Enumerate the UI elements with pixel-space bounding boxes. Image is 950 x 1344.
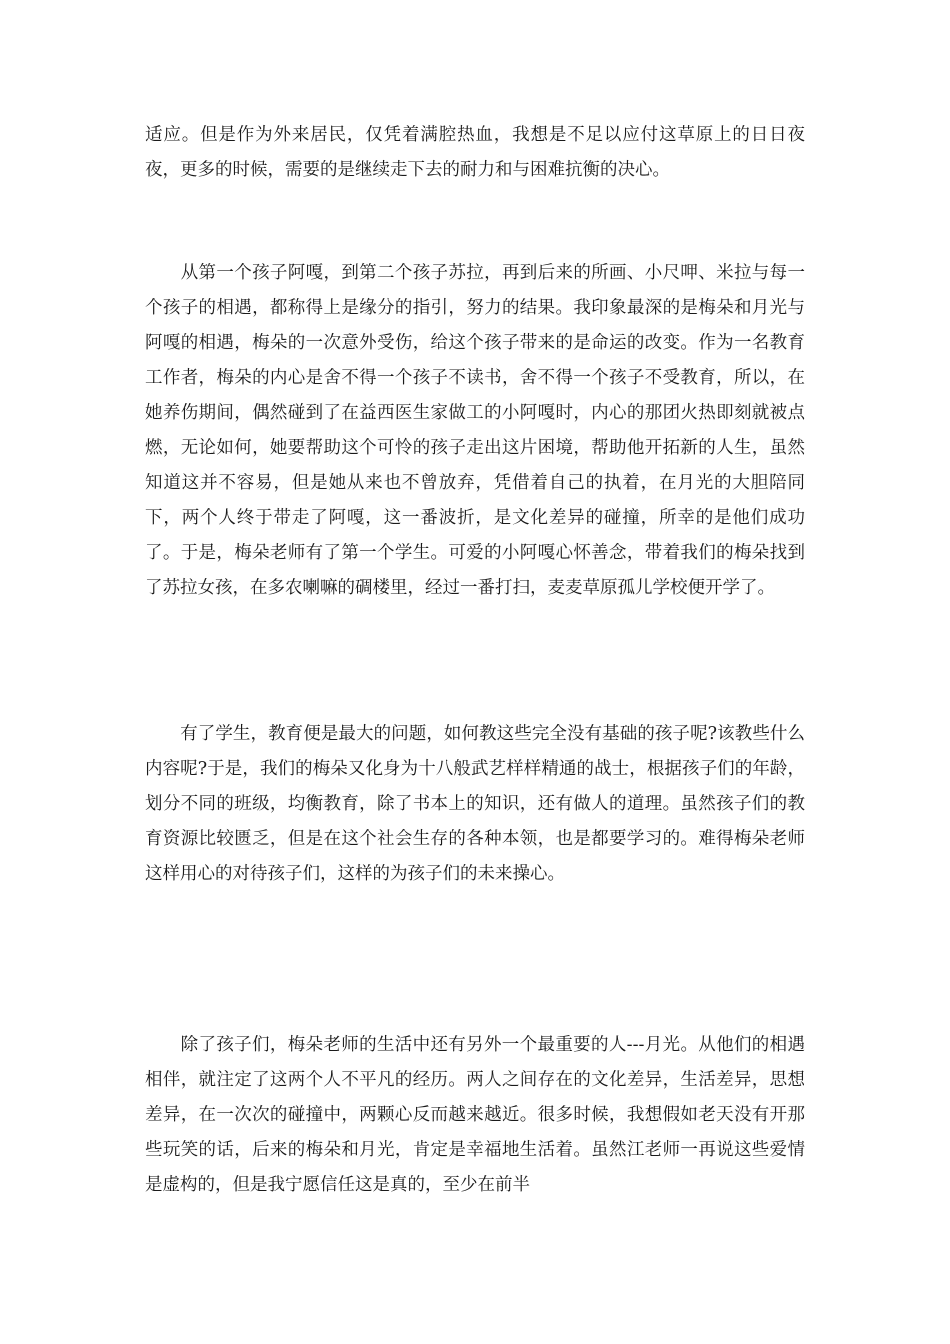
paragraph-4: 除了孩子们，梅朵老师的生活中还有另外一个最重要的人---月光。从他们的相遇相伴，就注定了这两个人不平凡的经历。两人之间存在的文化差异，生活差异，思想差异，在一次次的碰撞中，两颗心反而越来越近。很多时候，我想假如老天没有开那些玩笑的话，后来的梅朵和月光，肯定是幸福地生活着。虽然江老师一再说这些爱情是虚构的，但是我宁愿信任这是真的，至少在前半 <box>145 1035 805 1195</box>
paragraph-2: 从第一个孩子阿嘎，到第二个孩子苏拉，再到后来的所画、小尺呷、米拉与每一个孩子的相遇，都称得上是缘分的指引，努力的结果。我印象最深的是梅朵和月光与阿嘎的相遇，梅朵的一次意外受伤，给这个孩子带来的是命运的改变。作为一名教育工作者，梅朵的内心是舍不得一个孩子不读书，舍不得一个孩子不受教育，所以，在她养伤期间，偶然碰到了在益西医生家做工的小阿嘎时，内心的那团火热即刻就被点燃，无论如何，她要帮助这个可怜的孩子走出这片困境，帮助他开拓新的人生，虽然知道这并不容易，但是她从来也不曾放弃，凭借着自己的执着，在月光的大胆陪同下，两个人终于带走了阿嘎，这一番波折，是文化差异的碰撞，所幸的是他们成功了。于是，梅朵老师有了第一个学生。可爱的小阿嘎心怀善念，带着我们的梅朵找到了苏拉女孩，在多农喇嘛的碉楼里，经过一番打扫，麦麦草原孤儿学校便开学了。 <box>145 263 805 598</box>
paragraph-3: 有了学生，教育便是最大的问题，如何教这些完全没有基础的孩子呢?该教些什么内容呢?于是，我们的梅朵又化身为十八般武艺样样精通的战士，根据孩子们的年龄，划分不同的班级，均衡教育，除了书本上的知识，还有做人的道理。虽然孩子们的教育资源比较匮乏，但是在这个社会生存的各种本领，也是都要学习的。难得梅朵老师这样用心的对待孩子们，这样的为孩子们的未来操心。 <box>145 724 805 884</box>
paragraph-1: 适应。但是作为外来居民，仅凭着满腔热血，我想是不足以应付这草原上的日日夜夜，更多的时候，需要的是继续走下去的耐力和与困难抗衡的决心。 <box>145 125 805 180</box>
